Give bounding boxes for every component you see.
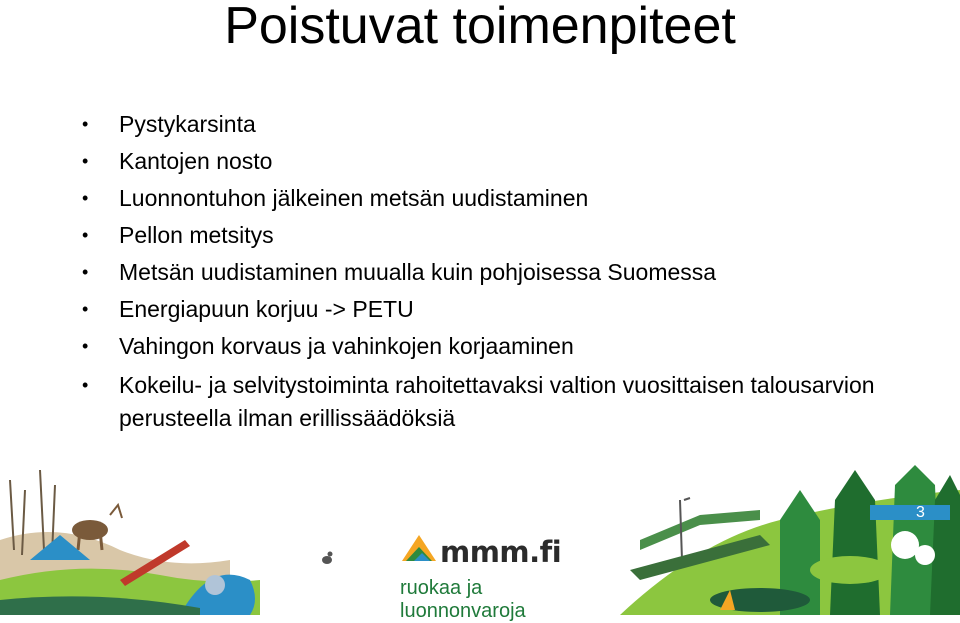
bullet-text: Vahingon korvaus ja vahinkojen korjaaminen [119, 333, 574, 359]
bullet-item [82, 221, 902, 250]
mmm-logo [400, 525, 580, 622]
bullet-text: Pellon metsitys [119, 222, 274, 248]
bullet-item [82, 332, 902, 361]
bullet-item [82, 369, 902, 435]
bullet-text: Kantojen nosto [119, 148, 273, 174]
bullet-item [82, 258, 902, 287]
bullet-text: Luonnontuhon jälkeinen metsän uudistaminen [119, 185, 589, 211]
mountain-logo-icon [400, 533, 438, 565]
bullet-text: Metsän uudistaminen muualla kuin pohjoisessa Suomessa [119, 259, 717, 285]
bullet-dot-icon: • [82, 225, 89, 245]
bullet-dot-icon: • [82, 151, 89, 171]
bullet-list [82, 110, 902, 443]
duck-illustration [322, 552, 333, 565]
bullet-item [82, 184, 902, 213]
bullet-text: Kokeilu- ja selvitystoiminta rahoitettavaksi valtion vuosittaisen talousarvion perusteella ilman erillissäädöksiä [119, 372, 875, 431]
bullet-item [82, 295, 902, 324]
bullet-text: Energiapuun korjuu -> PETU [119, 296, 414, 322]
bullet-dot-icon: • [82, 262, 89, 282]
page-number: 3 [916, 504, 925, 521]
bullet-dot-icon: • [82, 299, 89, 319]
logo-brand-text: mmm.fi [440, 535, 562, 569]
bullet-dot-icon: • [82, 375, 89, 395]
bullet-dot-icon: • [82, 188, 89, 208]
logo-tagline: ruokaa ja luonnonvaroja [400, 577, 526, 622]
bullet-item [82, 147, 902, 176]
bullet-dot-icon: • [82, 336, 89, 356]
bullet-item [82, 110, 902, 139]
right-landscape-illustration [620, 465, 960, 615]
bullet-text: Pystykarsinta [119, 111, 256, 137]
slide-title: Poistuvat toimenpiteet [224, 0, 736, 55]
bullet-dot-icon: • [82, 114, 89, 134]
left-landscape-illustration [0, 470, 260, 615]
